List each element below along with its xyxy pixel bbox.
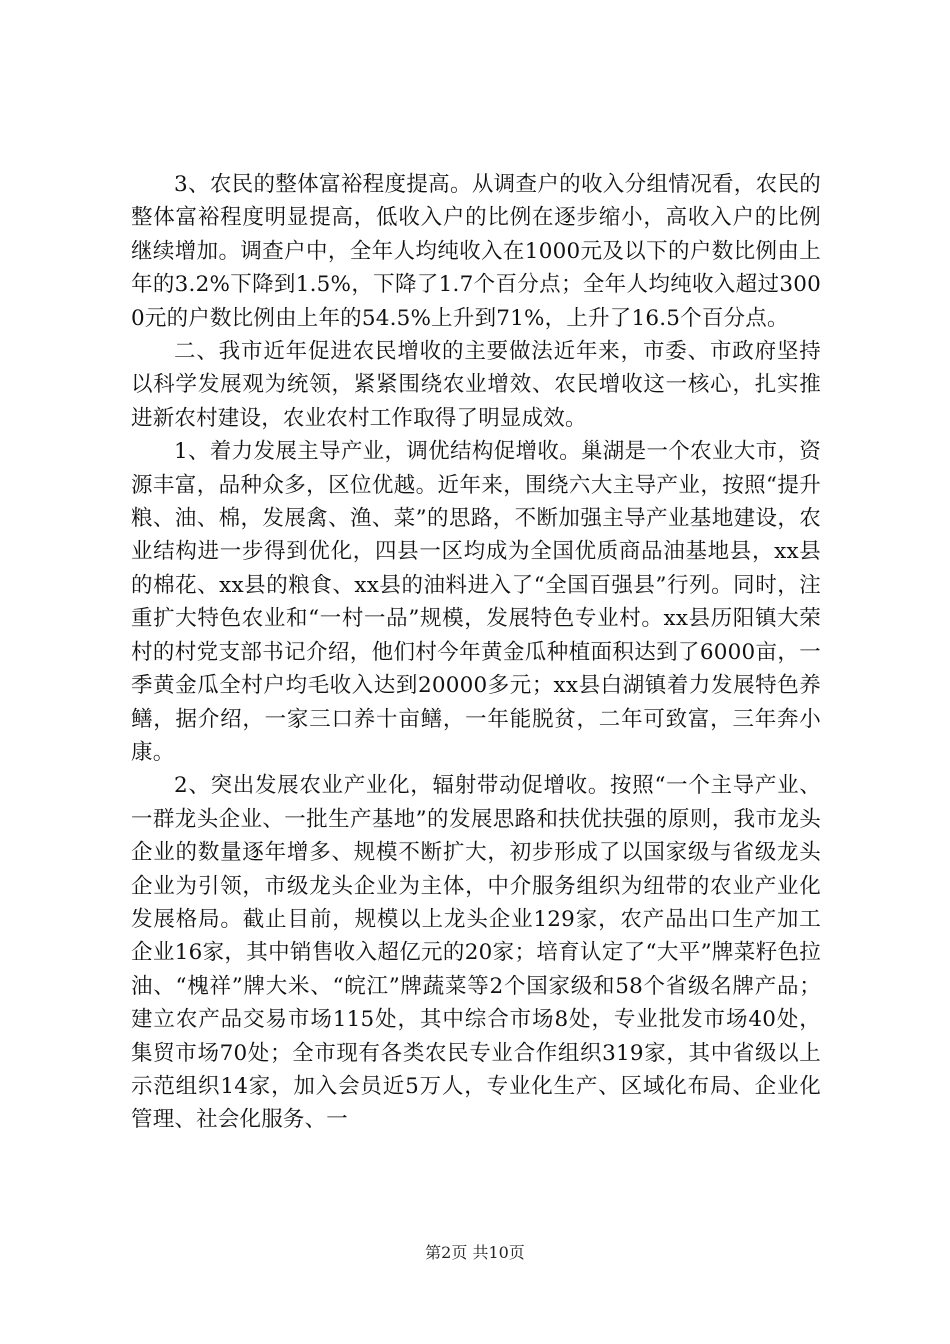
- document-body: [131, 168, 821, 1137]
- page-number-footer: 第2页 共10页: [425, 1243, 525, 1262]
- paragraph-farmer-wealth: 3、农民的整体富裕程度提高。从调查户的收入分组情况看，农民的整体富裕程度明显提高，低收入户的比例在逐步缩小，高收入户的比例继续增加。调查户中，全年人均纯收入在1000元及以下的户数比例由上年的3.2%下降到1.5%，下降了1.7个百分点；全年人均纯收入超过3000元的户数比例由上年的54.5%上升到71%，上升了16.5个百分点。: [131, 172, 821, 331]
- paragraph-industrialization: 2、突出发展农业产业化，辐射带动促增收。按照“一个主导产业、一群龙头企业、一批生产基地”的发展思路和扶优扶强的原则，我市龙头企业的数量逐年增多、规模不断扩大，初步形成了以国家级与省级龙头企业为引领，市级龙头企业为主体，中介服务组织为纽带的农业产业化发展格局。截止目前，规模以上龙头企业129家，农产品出口生产加工企业16家，其中销售收入超亿元的20家；培育认定了“大平”牌菜籽色拉油、“槐祥”牌大米、“皖江”牌蔬菜等2个国家级和58个省级名牌产品；建立农产品交易市场115处，其中综合市场8处，专业批发市场40处，集贸市场70处；全市现有各类农民专业合作组织319家，其中省级以上示范组织14家，加入会员近5万人，专业化生产、区域化布局、企业化管理、社会化服务、一: [131, 773, 821, 1133]
- paragraph-leading-industries: 1、着力发展主导产业，调优结构促增收。巢湖是一个农业大市，资源丰富，品种众多，区位优越。近年来，围绕六大主导产业，按照“提升粮、油、棉，发展禽、渔、菜”的思路，不断加强主导产业基地建设，农业结构进一步得到优化，四县一区均成为全国优质商品油基地县，xx县的棉花、xx县的粮食、xx县的油料进入了“全国百强县”行列。同时，注重扩大特色农业和“一村一品”规模，发展特色专业村。xx县历阳镇大荣村的村党支部书记介绍，他们村今年黄金瓜种植面积达到了6000亩，一季黄金瓜全村户均毛收入达到20000多元；xx县白湖镇着力发展特色养鳝，据介绍，一家三口养十亩鳝，一年能脱贫，二年可致富，三年奔小康。: [131, 439, 821, 765]
- paragraph-main-measures: 二、我市近年促进农民增收的主要做法近年来，市委、市政府坚持以科学发展观为统领，紧紧围绕农业增效、农民增收这一核心，扎实推进新农村建设，农业农村工作取得了明显成效。: [131, 339, 821, 431]
